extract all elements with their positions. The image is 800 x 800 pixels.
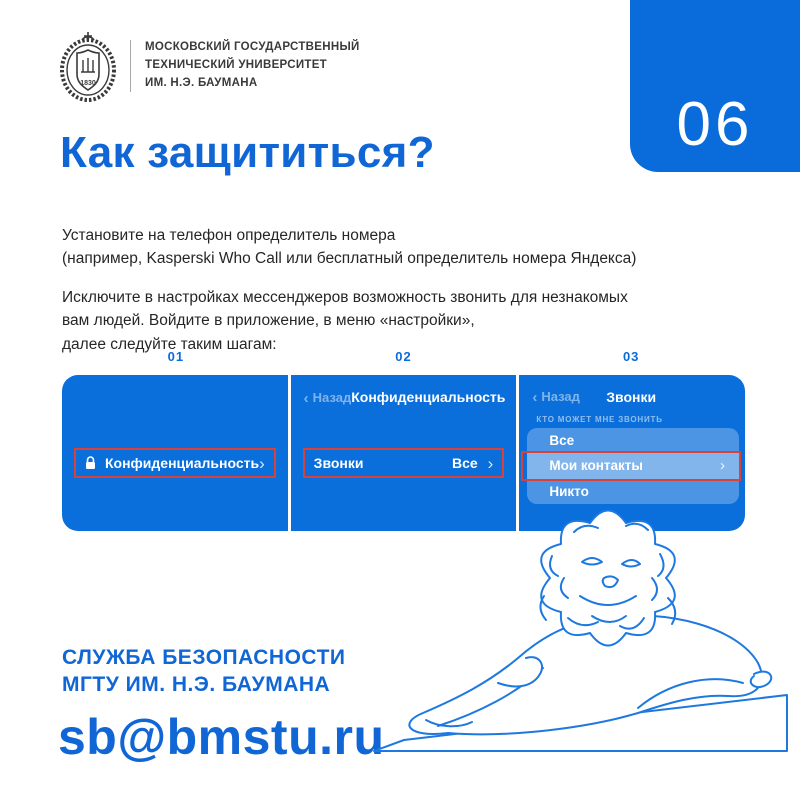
university-name-line1: МОСКОВСКИЙ ГОСУДАРСТВЕННЫЙ (145, 41, 360, 54)
who-can-call-label: КТО МОЖЕТ МНЕ ЗВОНИТЬ (536, 415, 663, 424)
crest-year: 1830 (80, 80, 96, 87)
security-service-name (62, 644, 346, 699)
chevron-left-icon: ‹ (532, 389, 538, 406)
option-nobody-label: Никто (549, 483, 589, 499)
step-label-02: 02 (395, 349, 412, 364)
logo-divider (130, 40, 131, 92)
university-name-line3: ИМ. Н.Э. БАУМАНА (145, 76, 258, 89)
intro-p2-line3: далее следуйте таким шагам: (62, 335, 277, 353)
university-name-line2: ТЕХНИЧЕСКИЙ УНИВЕРСИТЕТ (145, 59, 328, 72)
chevron-right-icon: › (720, 457, 726, 475)
page-title: Как защититься? (60, 128, 435, 177)
university-crest-icon (56, 28, 120, 104)
panel2-screen-title: Конфиденциальность (351, 389, 506, 405)
option-everyone-label: Все (549, 433, 575, 449)
university-name (145, 39, 360, 92)
step-label-03: 03 (622, 349, 640, 364)
back-label: Назад (312, 390, 352, 405)
lock-icon (85, 456, 96, 470)
calls-menu-item[interactable] (303, 448, 505, 478)
chevron-right-icon: › (259, 453, 265, 473)
step-label-01: 01 (167, 349, 185, 364)
intro-p1-line1: Установите на телефон определитель номера (62, 227, 396, 244)
calls-menu-label: Звонки (313, 455, 364, 471)
lion-statue-illustration (368, 478, 795, 768)
intro-paragraph-2 (62, 286, 628, 356)
chevron-left-icon: ‹ (303, 390, 309, 407)
intro-p2-line2: вам людей. Войдите в приложение, в меню «настройки», (62, 312, 475, 330)
option-everyone[interactable] (527, 428, 739, 453)
page-number-badge (630, 0, 800, 172)
privacy-menu-label: Конфиденциальность (105, 455, 260, 471)
panel2-header (303, 389, 506, 407)
page-number: 06 (676, 90, 754, 159)
step-panel-1 (62, 375, 288, 531)
security-service-line2: МГТУ ИМ. Н.Э. БАУМАНА (62, 673, 331, 697)
intro-paragraph-1 (62, 224, 636, 271)
step-labels (62, 349, 745, 364)
security-email-link[interactable]: sb@bmstu.ru (58, 709, 385, 765)
panel3-screen-title: Звонки (606, 389, 657, 405)
back-label: Назад (541, 389, 580, 404)
security-service-line1: СЛУЖБА БЕЗОПАСНОСТИ (62, 646, 346, 669)
option-my-contacts[interactable] (527, 453, 739, 478)
intro-p1-line2: (например, Kasperski Who Call или бесплатный определитель номера Яндекса) (62, 250, 637, 268)
intro-p2-line1: Исключите в настройках мессенджеров возможность звонить для незнакомых (62, 289, 628, 306)
chevron-right-icon: › (487, 453, 494, 473)
option-my-contacts-label: Мои контакты (549, 458, 643, 474)
back-button[interactable] (304, 390, 352, 405)
panel3-header (532, 389, 730, 404)
calls-menu-value: Все (451, 455, 478, 471)
privacy-menu-item[interactable] (74, 448, 276, 478)
university-logo (56, 28, 360, 104)
